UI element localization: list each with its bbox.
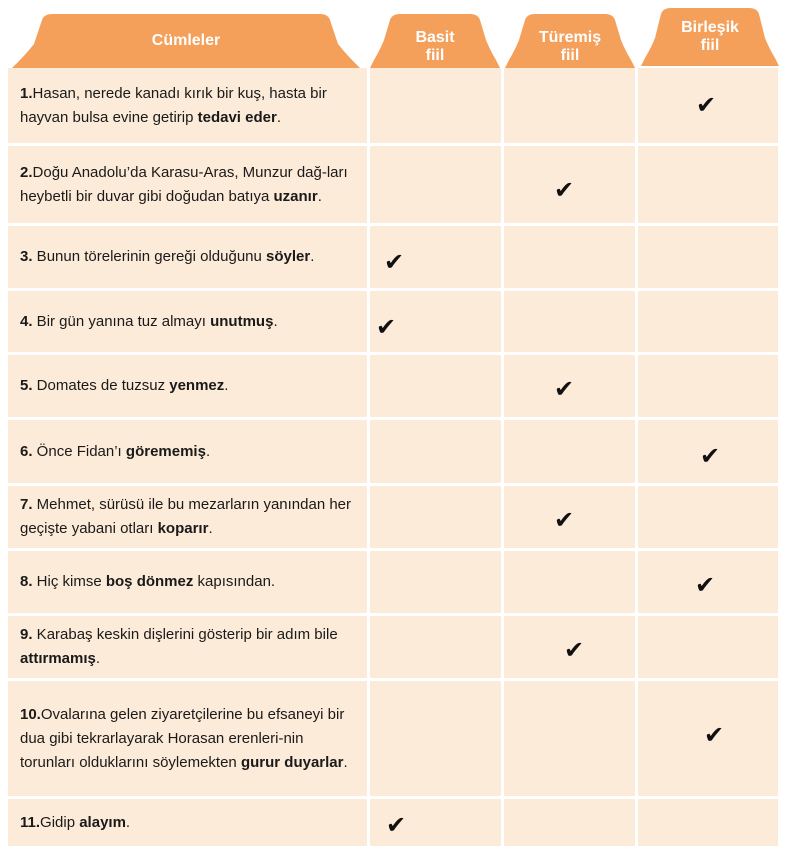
sentence-cell bbox=[8, 486, 370, 548]
sentence-fragment: Hiç kimse bbox=[32, 573, 106, 590]
sentence-fragment: Mehmet, sürüsü ile bu mezarların yanından her geçişte yabani otları bbox=[20, 496, 352, 537]
table-row bbox=[8, 616, 778, 681]
birlesik-cell bbox=[638, 146, 778, 223]
verb-highlight: gurur duyarlar bbox=[240, 753, 344, 771]
sentence-number: 3. bbox=[20, 248, 33, 265]
verb-highlight: attırmamış bbox=[20, 650, 96, 667]
basit-cell bbox=[370, 68, 504, 143]
sentence-number: 9. bbox=[20, 626, 33, 643]
sentence-fragment: . bbox=[205, 442, 211, 460]
sentence-fragment: . bbox=[310, 248, 315, 265]
sentence-cell bbox=[8, 420, 370, 483]
birlesik-cell bbox=[638, 291, 778, 352]
sentence-number: 4. bbox=[20, 312, 33, 330]
sentence-fragment: . bbox=[125, 813, 131, 831]
sentence-text bbox=[8, 570, 283, 594]
basit-cell bbox=[370, 420, 504, 483]
turemis-cell bbox=[504, 420, 638, 483]
birlesik-cell bbox=[638, 355, 778, 417]
checkmark-glyph: ✔ bbox=[554, 375, 575, 403]
sentence-fragment: . bbox=[273, 312, 278, 330]
verb-highlight: uzanır bbox=[273, 187, 318, 205]
sentence-text bbox=[8, 310, 286, 334]
sentence-text bbox=[8, 374, 236, 398]
sentence-cell bbox=[8, 799, 370, 846]
sentence-cell bbox=[8, 146, 370, 223]
sentence-cell bbox=[8, 551, 370, 613]
turemis-cell bbox=[504, 291, 638, 352]
turemis-cell bbox=[504, 355, 638, 417]
sentence-fragment: Ovalarına gelen ziyaretçilerine bu efsaneyi bir dua gibi tekrarlayarak Horasan erenleri-nin torunları olduklarını söylemekten bbox=[20, 705, 345, 771]
table-row bbox=[8, 291, 778, 355]
header-basit-label: Basit fiil bbox=[415, 29, 455, 64]
header-birlesik bbox=[641, 8, 779, 66]
checkmark-icon bbox=[638, 420, 778, 483]
verb-highlight: yenmez bbox=[169, 377, 225, 394]
turemis-cell bbox=[504, 681, 638, 796]
verb-highlight: boş dönmez bbox=[105, 573, 194, 590]
table-row bbox=[8, 420, 778, 486]
sentence-cell bbox=[8, 681, 370, 796]
answer-table bbox=[8, 68, 778, 849]
basit-cell bbox=[370, 226, 504, 288]
sentence-fragment: Bunun törelerinin gereği olduğunu bbox=[32, 248, 267, 265]
sentence-number: 2. bbox=[20, 163, 33, 181]
checkmark-glyph: ✔ bbox=[386, 811, 407, 839]
table-row bbox=[8, 681, 778, 799]
sentence-number: 1. bbox=[20, 84, 33, 102]
sentence-text bbox=[8, 440, 218, 464]
basit-cell bbox=[370, 355, 504, 417]
sentence-fragment: . bbox=[224, 377, 229, 394]
sentence-cell bbox=[8, 68, 370, 143]
sentence-fragment: . bbox=[95, 650, 101, 667]
header-turemis-label: Türemiş fiil bbox=[538, 29, 602, 64]
sentence-text bbox=[8, 703, 367, 775]
checkmark-glyph: ✔ bbox=[695, 571, 716, 599]
table-row bbox=[8, 551, 778, 616]
verb-highlight: tedavi eder bbox=[197, 108, 277, 126]
checkmark-icon bbox=[504, 355, 635, 417]
basit-cell bbox=[370, 486, 504, 548]
sentence-text bbox=[8, 161, 367, 209]
birlesik-cell bbox=[638, 681, 778, 796]
checkmark-icon bbox=[370, 799, 501, 846]
sentence-fragment: . bbox=[317, 187, 322, 205]
sentence-fragment: . bbox=[343, 753, 348, 771]
checkmark-icon bbox=[370, 291, 501, 352]
basit-cell bbox=[370, 291, 504, 352]
checkmark-glyph: ✔ bbox=[696, 91, 717, 119]
checkmark-icon bbox=[504, 616, 635, 678]
sentence-text bbox=[8, 623, 367, 671]
header-birlesik-label: Birleşik fiil bbox=[681, 19, 739, 54]
header-sentences-label: Cümleler bbox=[151, 32, 221, 49]
basit-cell bbox=[370, 146, 504, 223]
checkmark-glyph: ✔ bbox=[384, 248, 405, 276]
sentence-fragment: Karabaş keskin dişlerini gösterip bir adım bile bbox=[32, 626, 338, 643]
sentence-text bbox=[8, 811, 138, 835]
basit-cell bbox=[370, 616, 504, 678]
birlesik-cell bbox=[638, 616, 778, 678]
turemis-cell bbox=[504, 486, 638, 548]
checkmark-glyph: ✔ bbox=[554, 506, 575, 534]
table-row bbox=[8, 355, 778, 420]
birlesik-cell bbox=[638, 799, 778, 846]
sentence-text bbox=[8, 245, 322, 269]
sentence-fragment: Doğu Anadolu’da Karasu-Aras, Munzur dağ-ları heybetli bir duvar gibi doğudan batıya bbox=[20, 163, 348, 205]
sentence-fragment: Bir gün yanına tuz almayı bbox=[32, 312, 211, 330]
sentence-fragment: Hasan, nerede kanadı kırık bir kuş, hasta bir hayvan bulsa evine getirip bbox=[20, 84, 327, 126]
sentence-fragment: . bbox=[208, 520, 213, 537]
birlesik-cell bbox=[638, 420, 778, 483]
sentence-fragment: Gidip bbox=[40, 813, 80, 831]
header-turemis bbox=[505, 14, 635, 68]
sentence-number: 7. bbox=[20, 496, 33, 513]
checkmark-icon bbox=[638, 68, 778, 143]
sentence-cell bbox=[8, 355, 370, 417]
turemis-cell bbox=[504, 146, 638, 223]
birlesik-cell bbox=[638, 486, 778, 548]
checkmark-icon bbox=[504, 146, 635, 223]
table-row bbox=[8, 799, 778, 849]
checkmark-icon bbox=[638, 681, 778, 796]
table-row bbox=[8, 226, 778, 291]
header-sentences bbox=[12, 14, 360, 68]
basit-cell bbox=[370, 799, 504, 846]
checkmark-icon bbox=[504, 486, 635, 548]
sentence-fragment: . bbox=[276, 108, 282, 126]
turemis-cell bbox=[504, 551, 638, 613]
checkmark-glyph: ✔ bbox=[376, 313, 397, 341]
sentence-fragment: Domates de tuzsuz bbox=[32, 377, 170, 394]
checkmark-icon bbox=[370, 226, 501, 288]
verb-highlight: söyler bbox=[266, 248, 311, 265]
sentence-text bbox=[8, 493, 367, 541]
checkmark-glyph: ✔ bbox=[704, 721, 725, 749]
turemis-cell bbox=[504, 68, 638, 143]
turemis-cell bbox=[504, 799, 638, 846]
sentence-fragment: kapısından. bbox=[193, 573, 276, 590]
checkmark-glyph: ✔ bbox=[554, 176, 575, 204]
sentence-number: 11. bbox=[20, 813, 41, 831]
verb-highlight: görememiş bbox=[125, 442, 206, 460]
sentence-number: 5. bbox=[20, 377, 33, 394]
table-row bbox=[8, 146, 778, 226]
table-row bbox=[8, 486, 778, 551]
sentence-number: 8. bbox=[20, 573, 33, 590]
birlesik-cell bbox=[638, 551, 778, 613]
sentence-text bbox=[8, 82, 367, 130]
checkmark-glyph: ✔ bbox=[564, 636, 585, 664]
turemis-cell bbox=[504, 616, 638, 678]
verb-highlight: unutmuş bbox=[210, 312, 274, 330]
birlesik-cell bbox=[638, 226, 778, 288]
basit-cell bbox=[370, 551, 504, 613]
verb-highlight: koparır bbox=[157, 520, 209, 537]
sentence-cell bbox=[8, 616, 370, 678]
sentence-cell bbox=[8, 226, 370, 288]
header-basit bbox=[370, 14, 500, 68]
checkmark-icon bbox=[638, 551, 778, 613]
sentence-number: 6. bbox=[20, 442, 33, 460]
sentence-cell bbox=[8, 291, 370, 352]
verb-highlight: alayım bbox=[79, 813, 126, 831]
turemis-cell bbox=[504, 226, 638, 288]
sentence-fragment: Önce Fidan’ı bbox=[32, 442, 126, 460]
checkmark-glyph: ✔ bbox=[700, 442, 721, 470]
sentence-number: 10. bbox=[20, 705, 41, 723]
birlesik-cell bbox=[638, 68, 778, 143]
table-row bbox=[8, 68, 778, 146]
basit-cell bbox=[370, 681, 504, 796]
